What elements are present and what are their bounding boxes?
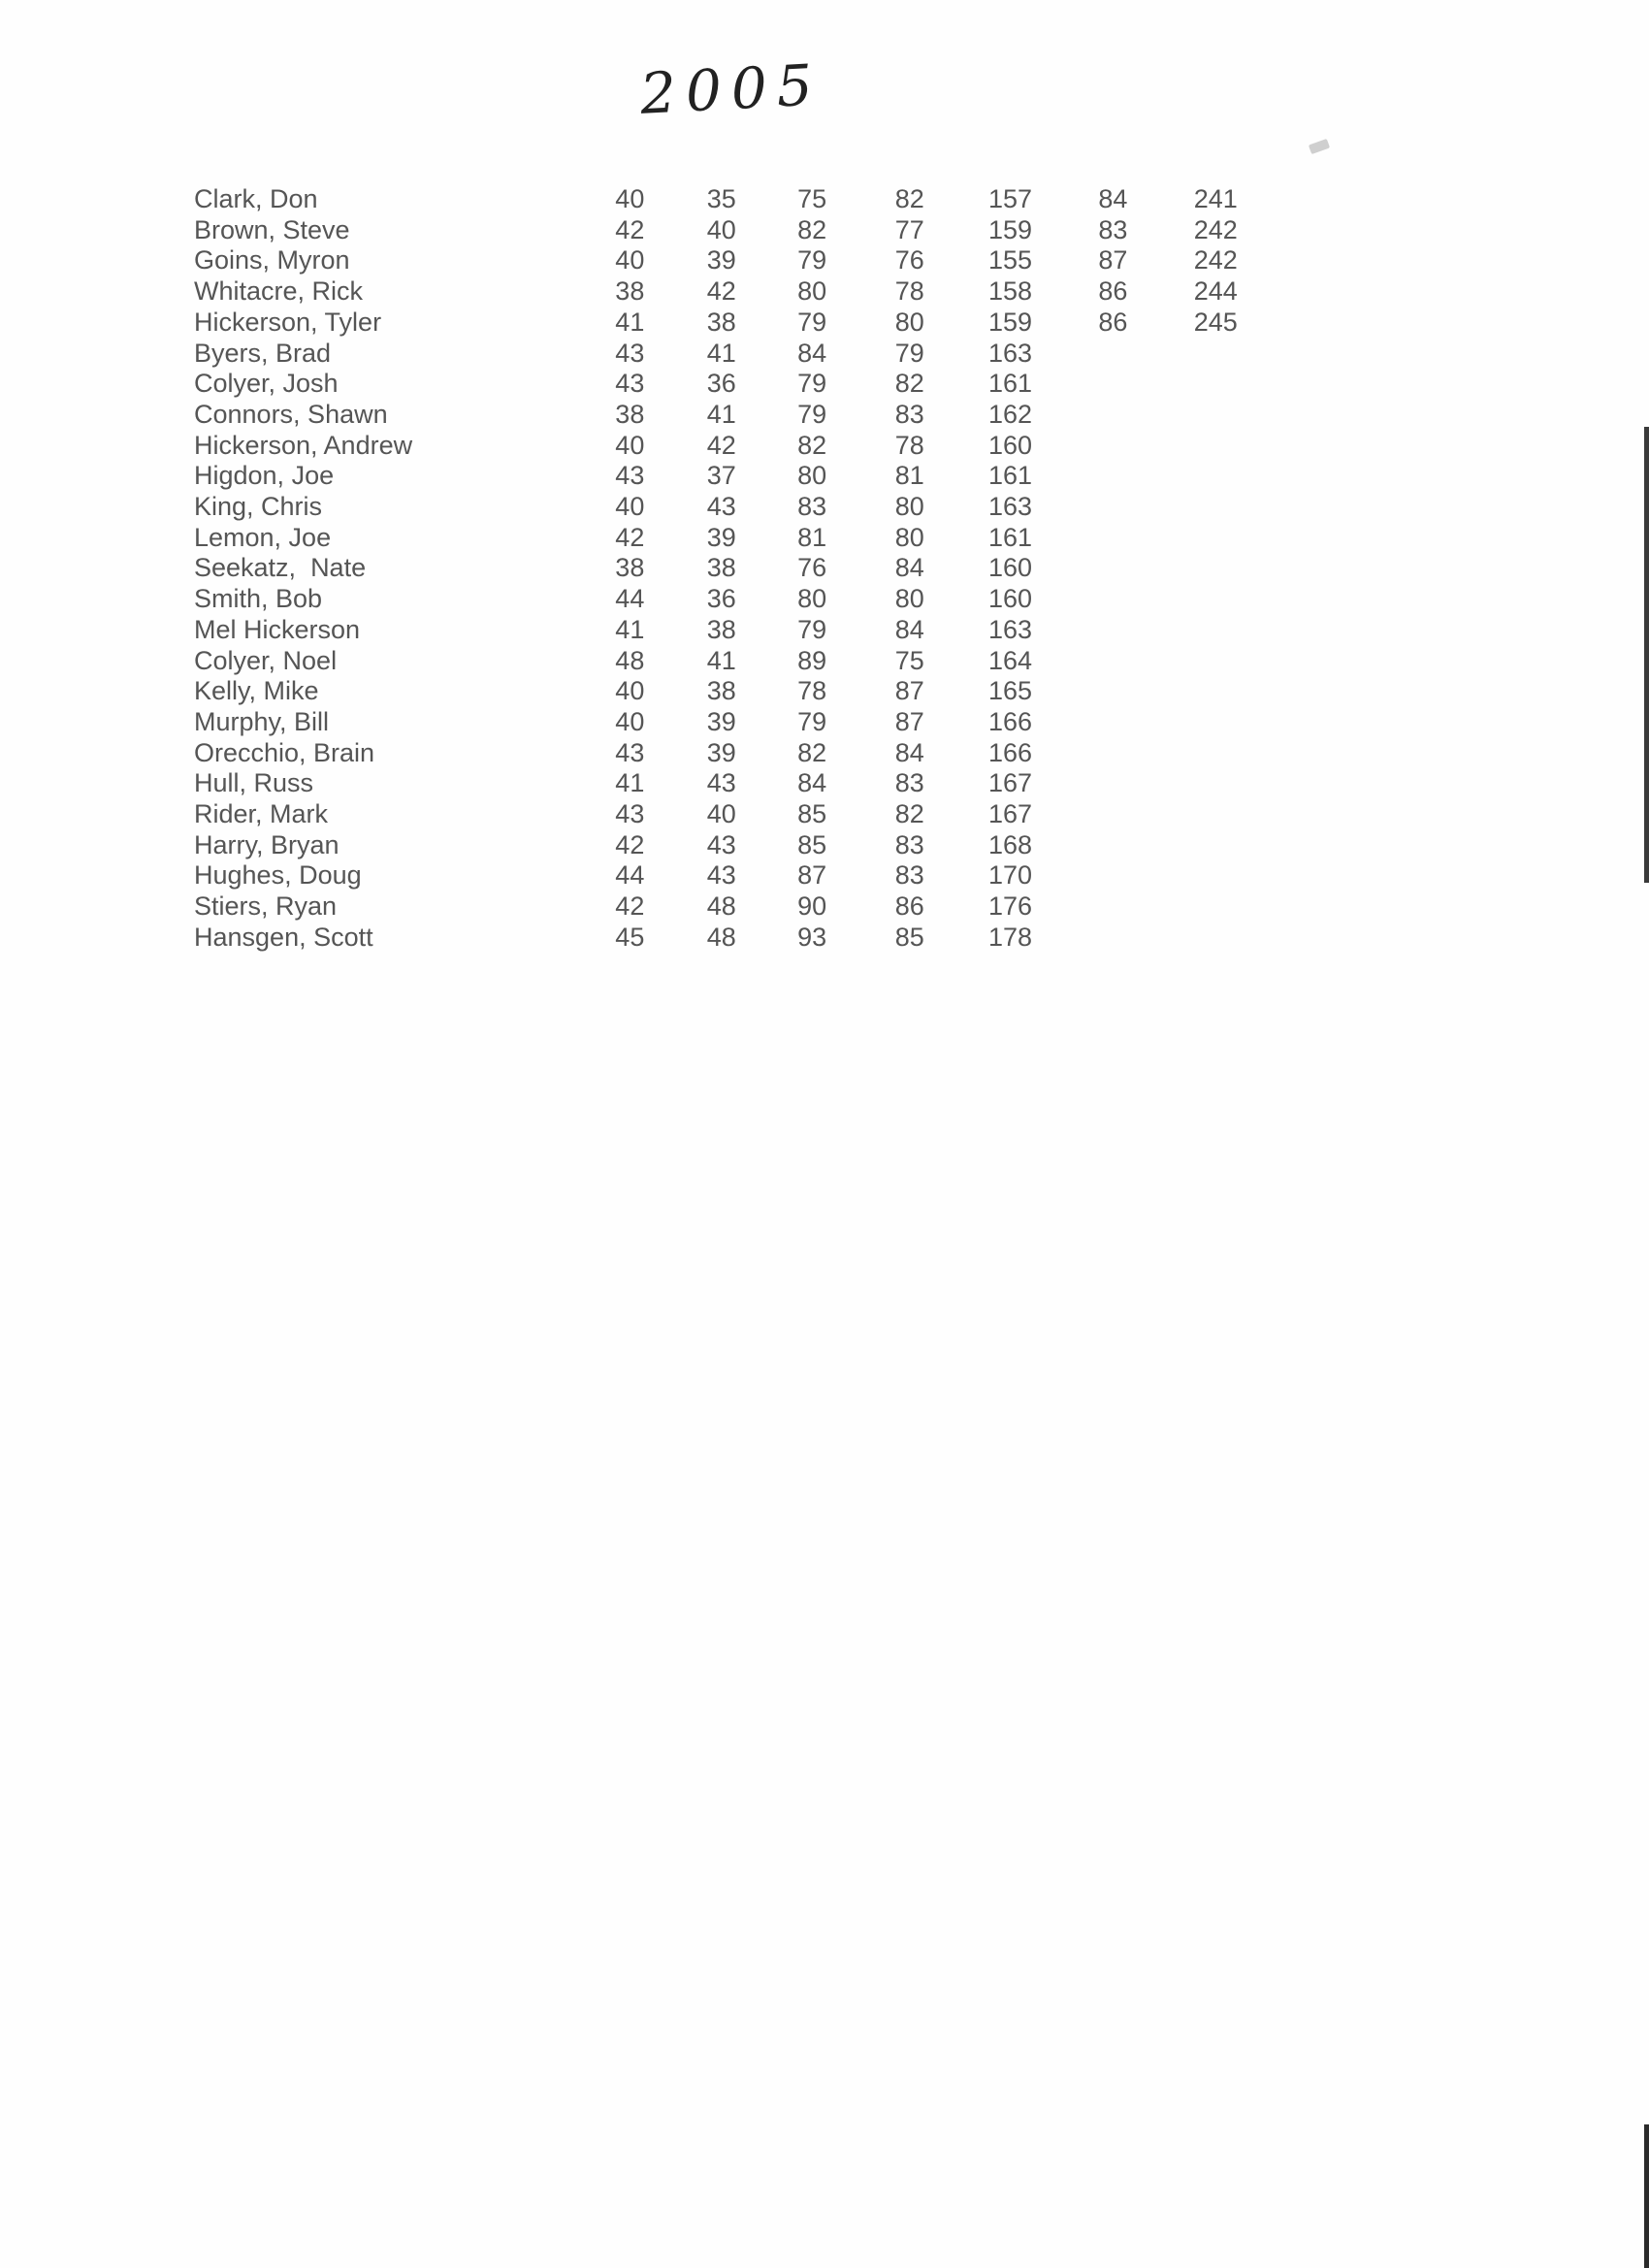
table-row — [194, 676, 1261, 707]
score-cell: 44 — [615, 584, 645, 614]
score-cell: 75 — [894, 645, 924, 675]
score-cell — [1171, 768, 1261, 799]
score-cell: 40 — [615, 430, 645, 460]
table-row — [194, 276, 1261, 308]
score-cell: 75 — [797, 184, 827, 213]
table-row — [194, 523, 1261, 554]
score-cell: 83 — [894, 829, 924, 859]
score-cell: 35 — [706, 184, 736, 213]
score-cell — [1171, 891, 1261, 923]
score-cell: 41 — [706, 338, 736, 368]
score-cell: 155 — [988, 245, 1033, 275]
score-cell: 82 — [797, 214, 827, 244]
player-name: Lemon, Joe — [194, 522, 332, 552]
score-cell: 161 — [988, 522, 1033, 552]
score-cell: 36 — [706, 584, 736, 614]
score-cell: 84 — [1098, 184, 1128, 213]
table-row — [194, 553, 1261, 584]
player-name: Connors, Shawn — [194, 399, 388, 429]
score-cell: 77 — [894, 214, 924, 244]
score-cell: 165 — [988, 676, 1033, 706]
table-row — [194, 646, 1261, 677]
score-cell: 39 — [706, 245, 736, 275]
score-cell — [1171, 584, 1261, 615]
table-row — [194, 799, 1261, 830]
scan-edge-shadow — [1644, 427, 1649, 883]
score-cell: 42 — [615, 214, 645, 244]
score-cell: 82 — [797, 430, 827, 460]
table-row — [194, 461, 1261, 492]
player-name: Brown, Steve — [194, 214, 350, 244]
player-name: Mel Hickerson — [194, 614, 361, 644]
score-cell: 82 — [894, 369, 924, 399]
score-cell: 43 — [615, 338, 645, 368]
score-cell: 42 — [615, 829, 645, 859]
score-cell: 170 — [988, 860, 1033, 891]
score-cell: 38 — [615, 399, 645, 429]
score-cell — [1055, 676, 1170, 707]
score-cell: 83 — [894, 399, 924, 429]
player-name: Byers, Brad — [194, 338, 332, 368]
score-cell — [1055, 339, 1170, 370]
table-row — [194, 431, 1261, 462]
score-cell — [1055, 369, 1170, 400]
score-cell: 48 — [615, 645, 645, 675]
player-name: Stiers, Ryan — [194, 891, 338, 922]
score-cell: 79 — [894, 338, 924, 368]
score-cell — [1055, 830, 1170, 861]
score-cell: 80 — [894, 492, 924, 522]
score-cell: 161 — [988, 461, 1033, 491]
score-cell: 89 — [797, 645, 827, 675]
player-name: Colyer, Noel — [194, 645, 338, 675]
score-cell: 76 — [797, 553, 827, 583]
player-name: Hansgen, Scott — [194, 922, 373, 952]
score-cell: 83 — [894, 768, 924, 798]
score-cell: 166 — [988, 706, 1033, 736]
score-cell — [1055, 553, 1170, 584]
scan-speck — [1309, 139, 1330, 154]
score-cell — [1055, 923, 1170, 954]
score-cell — [1171, 830, 1261, 861]
player-name: Clark, Don — [194, 184, 318, 213]
score-cell: 82 — [894, 184, 924, 213]
score-cell: 41 — [615, 768, 645, 798]
score-cell — [1171, 431, 1261, 462]
score-cell: 40 — [706, 214, 736, 244]
score-cell: 41 — [615, 307, 645, 337]
score-cell: 39 — [706, 522, 736, 552]
score-cell: 40 — [615, 184, 645, 213]
score-cell: 43 — [706, 860, 736, 891]
score-cell: 86 — [1098, 307, 1128, 337]
score-cell: 83 — [1098, 214, 1128, 244]
score-cell: 39 — [706, 706, 736, 736]
score-cell: 81 — [894, 461, 924, 491]
score-cell: 36 — [706, 369, 736, 399]
score-cell: 48 — [706, 922, 736, 952]
table-row — [194, 860, 1261, 891]
score-cell — [1055, 400, 1170, 431]
score-cell: 84 — [894, 553, 924, 583]
table-row — [194, 400, 1261, 431]
score-cell: 158 — [988, 276, 1033, 307]
score-cell: 42 — [615, 522, 645, 552]
score-cell: 160 — [988, 430, 1033, 460]
score-cell: 80 — [894, 522, 924, 552]
player-name: Seekatz, Nate — [194, 553, 367, 583]
score-cell: 157 — [988, 184, 1033, 213]
score-cell: 83 — [797, 492, 827, 522]
score-cell: 40 — [615, 492, 645, 522]
score-cell — [1171, 676, 1261, 707]
player-name: Colyer, Josh — [194, 369, 339, 399]
score-cell: 79 — [797, 245, 827, 275]
score-cell: 38 — [615, 276, 645, 307]
score-cell: 176 — [988, 891, 1033, 922]
score-cell: 168 — [988, 829, 1033, 859]
score-cell — [1055, 707, 1170, 738]
score-cell: 164 — [988, 645, 1033, 675]
score-cell — [1055, 860, 1170, 891]
score-cell: 87 — [894, 706, 924, 736]
score-cell: 39 — [706, 737, 736, 767]
score-cell — [1055, 461, 1170, 492]
score-cell: 40 — [615, 676, 645, 706]
score-cell — [1171, 923, 1261, 954]
player-name: Higdon, Joe — [194, 461, 335, 491]
player-name: Hughes, Doug — [194, 860, 362, 891]
score-cell — [1055, 768, 1170, 799]
score-cell: 80 — [894, 584, 924, 614]
score-cell: 244 — [1193, 276, 1238, 307]
score-cell: 162 — [988, 399, 1033, 429]
score-cell: 82 — [797, 737, 827, 767]
score-cell — [1171, 492, 1261, 523]
score-cell: 38 — [706, 307, 736, 337]
player-name: Smith, Bob — [194, 584, 323, 614]
score-cell: 38 — [706, 553, 736, 583]
table-row — [194, 891, 1261, 923]
score-cell: 163 — [988, 614, 1033, 644]
player-name: Whitacre, Rick — [194, 276, 364, 307]
score-cell: 79 — [797, 369, 827, 399]
score-cell: 43 — [615, 737, 645, 767]
score-cell: 48 — [706, 891, 736, 922]
player-name: Hickerson, Andrew — [194, 430, 413, 460]
score-cell: 42 — [615, 891, 645, 922]
player-name: Hull, Russ — [194, 768, 314, 798]
scan-edge-shadow-bottom — [1644, 2124, 1649, 2268]
score-cell: 43 — [615, 369, 645, 399]
score-cell: 43 — [615, 799, 645, 829]
score-cell: 78 — [797, 676, 827, 706]
score-cell: 42 — [706, 276, 736, 307]
player-name: Harry, Bryan — [194, 829, 340, 859]
score-cell — [1171, 369, 1261, 400]
score-cell: 241 — [1193, 184, 1238, 213]
player-name: Hickerson, Tyler — [194, 307, 382, 337]
table-row — [194, 830, 1261, 861]
score-cell: 79 — [797, 614, 827, 644]
score-cell: 43 — [706, 829, 736, 859]
score-cell — [1055, 799, 1170, 830]
score-cell: 87 — [894, 676, 924, 706]
score-cell: 79 — [797, 706, 827, 736]
table-row — [194, 584, 1261, 615]
player-name: Orecchio, Brain — [194, 737, 375, 767]
score-cell: 37 — [706, 461, 736, 491]
score-cell — [1171, 860, 1261, 891]
score-table-body — [194, 184, 1261, 954]
score-cell: 84 — [894, 614, 924, 644]
table-row — [194, 184, 1261, 215]
table-row — [194, 707, 1261, 738]
score-cell: 242 — [1193, 214, 1238, 244]
score-cell: 80 — [894, 307, 924, 337]
score-cell: 79 — [797, 307, 827, 337]
score-cell: 160 — [988, 584, 1033, 614]
score-cell — [1055, 615, 1170, 646]
score-cell: 167 — [988, 799, 1033, 829]
score-cell: 85 — [797, 799, 827, 829]
score-cell: 161 — [988, 369, 1033, 399]
score-cell — [1055, 891, 1170, 923]
handwritten-year-heading: 2005 — [638, 51, 824, 127]
score-cell — [1171, 339, 1261, 370]
table-row — [194, 615, 1261, 646]
score-cell: 85 — [894, 922, 924, 952]
score-cell: 167 — [988, 768, 1033, 798]
player-name: Kelly, Mike — [194, 676, 319, 706]
table-row — [194, 308, 1261, 339]
score-cell: 160 — [988, 553, 1033, 583]
score-cell: 38 — [706, 614, 736, 644]
player-name: Murphy, Bill — [194, 706, 330, 736]
score-cell: 43 — [706, 768, 736, 798]
score-cell: 84 — [797, 338, 827, 368]
score-cell: 87 — [1098, 245, 1128, 275]
score-cell: 166 — [988, 737, 1033, 767]
score-table — [194, 184, 1261, 954]
score-cell: 163 — [988, 492, 1033, 522]
score-cell — [1171, 523, 1261, 554]
score-cell: 159 — [988, 214, 1033, 244]
table-row — [194, 215, 1261, 246]
score-cell — [1171, 461, 1261, 492]
score-cell — [1055, 646, 1170, 677]
score-cell — [1055, 492, 1170, 523]
score-cell: 76 — [894, 245, 924, 275]
score-cell: 85 — [797, 829, 827, 859]
player-name: King, Chris — [194, 492, 323, 522]
score-cell: 159 — [988, 307, 1033, 337]
score-cell: 80 — [797, 461, 827, 491]
score-cell: 245 — [1193, 307, 1238, 337]
score-cell: 86 — [1098, 276, 1128, 307]
score-cell: 163 — [988, 338, 1033, 368]
score-cell: 93 — [797, 922, 827, 952]
score-cell: 80 — [797, 276, 827, 307]
table-row — [194, 923, 1261, 954]
table-row — [194, 738, 1261, 769]
score-cell — [1171, 707, 1261, 738]
table-row — [194, 768, 1261, 799]
score-cell: 78 — [894, 430, 924, 460]
score-cell: 40 — [615, 245, 645, 275]
score-cell: 79 — [797, 399, 827, 429]
score-cell — [1171, 400, 1261, 431]
score-cell: 40 — [706, 799, 736, 829]
score-cell: 84 — [894, 737, 924, 767]
player-name: Rider, Mark — [194, 799, 329, 829]
table-row — [194, 245, 1261, 276]
score-cell: 44 — [615, 860, 645, 891]
score-cell: 38 — [706, 676, 736, 706]
score-cell: 242 — [1193, 245, 1238, 275]
score-cell — [1171, 615, 1261, 646]
score-cell: 40 — [615, 706, 645, 736]
score-cell — [1055, 523, 1170, 554]
score-cell: 78 — [894, 276, 924, 307]
score-cell: 81 — [797, 522, 827, 552]
score-cell: 83 — [894, 860, 924, 891]
score-cell — [1055, 738, 1170, 769]
table-row — [194, 492, 1261, 523]
table-row — [194, 369, 1261, 400]
score-cell: 43 — [615, 461, 645, 491]
table-row — [194, 339, 1261, 370]
score-cell: 38 — [615, 553, 645, 583]
score-cell: 43 — [706, 492, 736, 522]
score-cell: 41 — [615, 614, 645, 644]
score-cell: 84 — [797, 768, 827, 798]
score-cell: 86 — [894, 891, 924, 922]
score-cell: 80 — [797, 584, 827, 614]
player-name: Goins, Myron — [194, 245, 350, 275]
score-cell: 45 — [615, 922, 645, 952]
score-cell: 178 — [988, 922, 1033, 952]
score-cell: 90 — [797, 891, 827, 922]
score-cell — [1171, 738, 1261, 769]
score-cell — [1055, 584, 1170, 615]
score-cell: 42 — [706, 430, 736, 460]
score-cell — [1171, 799, 1261, 830]
score-cell: 87 — [797, 860, 827, 891]
score-cell — [1171, 553, 1261, 584]
score-cell: 82 — [894, 799, 924, 829]
score-cell: 41 — [706, 399, 736, 429]
score-cell — [1055, 431, 1170, 462]
score-cell: 41 — [706, 645, 736, 675]
score-cell — [1171, 646, 1261, 677]
